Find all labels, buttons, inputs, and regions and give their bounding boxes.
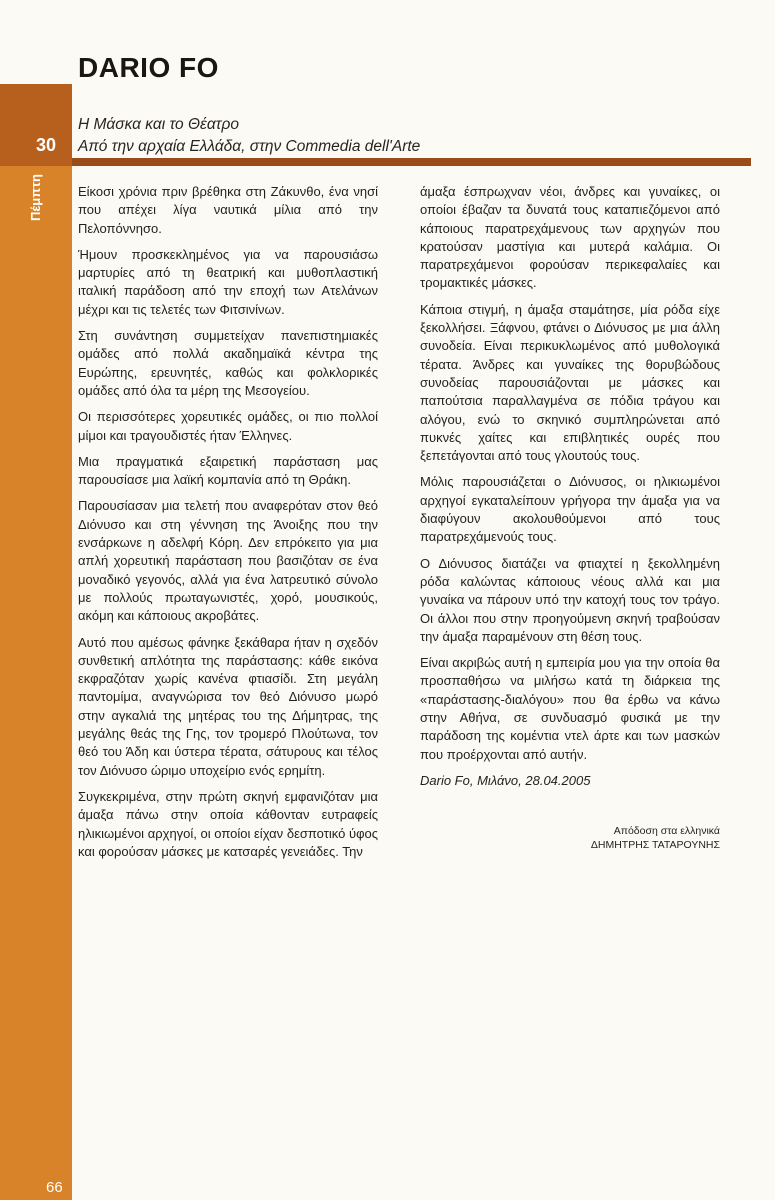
signature: Dario Fo, Μιλάνο, 28.04.2005 (420, 772, 591, 788)
subtitle-line-1: Η Μάσκα και το Θέατρο (78, 116, 239, 133)
paragraph: Στη συνάντηση συμμετείχαν πανεπιστημιακές ομάδες από πολλά ακαδημαϊκά κέντρα της Ευρώπης, ερευνητές, καθώς και φολκλορικές ομάδες από όλα τα μέρη της Μεσογείου. (78, 328, 378, 398)
side-color-band (0, 84, 72, 1200)
article-subtitle (78, 114, 420, 158)
section-label-text: Πέμπτη (27, 173, 43, 221)
subtitle-line-2: Από την αρχαία Ελλάδα, στην Commedia dell'Arte (78, 138, 421, 155)
left-column (78, 183, 378, 869)
paragraph: Είναι ακριβώς αυτή η εμπειρία μου για την οποία θα προσπαθήσω να μιλήσω κατά τη διάρκεια της «παράστασης-διαλόγου» που θα έρθω να κάνω στην Αθήνα, σε συνδυασμό φυσικά με την παράδοση της κομέντια ντελ άρτε και των μασκών που προέρχονται από αυτήν. (420, 655, 720, 762)
paragraph: Ο Διόνυσος διατάζει να φτιαχτεί η ξεκολλημένη ρόδα καλώντας κάποιους νέους αλλά και μια γυναίκα να πάρουν υπό την κατοχή τους τον τράγο. Οι άλλοι που στην προηγούμενη σκηνή τραβούσαν την άμαξα παραμένουν στη θέση τους. (420, 555, 720, 644)
paragraph: Παρουσίασαν μια τελετή που αναφερόταν στον θεό Διόνυσο και στη γέννηση της Άνοιξης που την ενσάρκωνε η αδελφή Κόρη. Δεν επρόκειτο για μια απλή χορευτική παράσταση που βασιζόταν σε ένα μοναδικό γεγονός, αλλά για ένα λατρευτικό σύνολο με πολλούς πρωταγωνιστές, χορό, μουσικούς, ακόμη και κάποιους ακροβάτες. (78, 498, 378, 624)
paragraph: Οι περισσότερες χορευτικές ομάδες, οι πιο πολλοί μίμοι και τραγουδιστές ήταν Έλληνες. (78, 409, 378, 443)
paragraph: Μόλις παρουσιάζεται ο Διόνυσος, οι ηλικιωμένοι αρχηγοί εγκαταλείπουν γρήγορα την άμαξα για να διαφύγουν ακολουθούμενοι από τους παρατρεχάμενούς τους. (420, 474, 720, 545)
author-title: DARIO FO (78, 52, 219, 83)
translation-credit (420, 824, 720, 852)
paragraph: Είκοσι χρόνια πριν βρέθηκα στη Ζάκυνθο, ένα νησί που απέχει λίγα ναυτικά μίλια από την Πελοπόννησο. (78, 184, 378, 236)
paragraph: Μια πραγματικά εξαιρετική παράσταση μας παρουσίασε μια λαϊκή κομπανία από τη Θράκη. (78, 453, 378, 488)
paragraph: άμαξα έσπρωχναν νέοι, άνδρες και γυναίκες, οι οποίοι έβαζαν τα δυνατά τους καταπιεζόμενοι από κάποιους παρατρεχάμενους των αρχηγών που κρατούσαν μαστίγια και μυτερά καλάμια. Οι παρατρεχάμενοι φορούσαν περικεφαλαίες και τρομακτικές μάσκες. (420, 184, 720, 291)
paragraph: Κάποια στιγμή, η άμαξα σταμάτησε, μία ρόδα είχε ξεκολλήσει. Ξάφνου, φτάνει ο Διόνυσος με μια άλλη συνοδεία. Είναι περικυκλωμένος από μυθολογικά τέρατα. Άνδρες και γυναίκες της θορυβώδους συνοδείας παρουσιάζονται με μάσκες και παπούτσια παραλλαγμένα σε πόδια τράγου και αλόγου, ενώ το σκηνικό συμπληρώνεται από πυκνές χαίτες και επιβλητικές ουρές που ξεπετάγονται από τους γλουτούς τους. (420, 301, 720, 464)
paragraph: Ήμουν προσκεκλημένος για να παρουσιάσω μαρτυρίες από τη θεατρική και μυθοπλαστική ιταλική παράδοση από την εποχή των Ατελάνων μέχρι και τις τελετές των Φιτσινίνων. (78, 246, 378, 317)
translation-credit-label: Απόδοση στα ελληνικά (613, 825, 720, 838)
paragraph: Αυτό που αμέσως φάνηκε ξεκάθαρα ήταν η σχεδόν συνθετική απλότητα της παράστασης: κάθε εικόνα εκφραζόταν χωρίς κανένα φτιασίδι. Στη μεγάλη παντομίμα, αναγνώρισα τον θεό Διόνυσο μωρό στην αγκαλιά της μητέρας του της Δήμητρας, της μεγάλης θεάς της Γης, τον τρομερό Πλούτωνα, τον θεό του Άδη και ύστερα τέρατα, σάτυρους και τέλος τον Διόνυσο ώριμο υποχείριο ενός ερημίτη. (78, 634, 378, 778)
section-label (12, 171, 58, 223)
section-page-number: 30 (36, 135, 57, 155)
paragraph: Συγκεκριμένα, στην πρώτη σκηνή εμφανιζόταν μια άμαξα πάνω στην οποία κάθονταν ευτραφείς ηλικιωμένοι αρχηγοί, οι οποίοι είχαν δεσποτικό ύφος και φορούσαν μάσκες με κατσαρές γενειάδες. Την (78, 788, 378, 859)
header-rule (72, 158, 751, 166)
page-number: 66 (46, 1179, 63, 1196)
right-column (420, 183, 720, 852)
translator-name: ΔΗΜΗΤΡΗΣ ΤΑΤΑΡΟΥΝΗΣ (590, 839, 720, 852)
